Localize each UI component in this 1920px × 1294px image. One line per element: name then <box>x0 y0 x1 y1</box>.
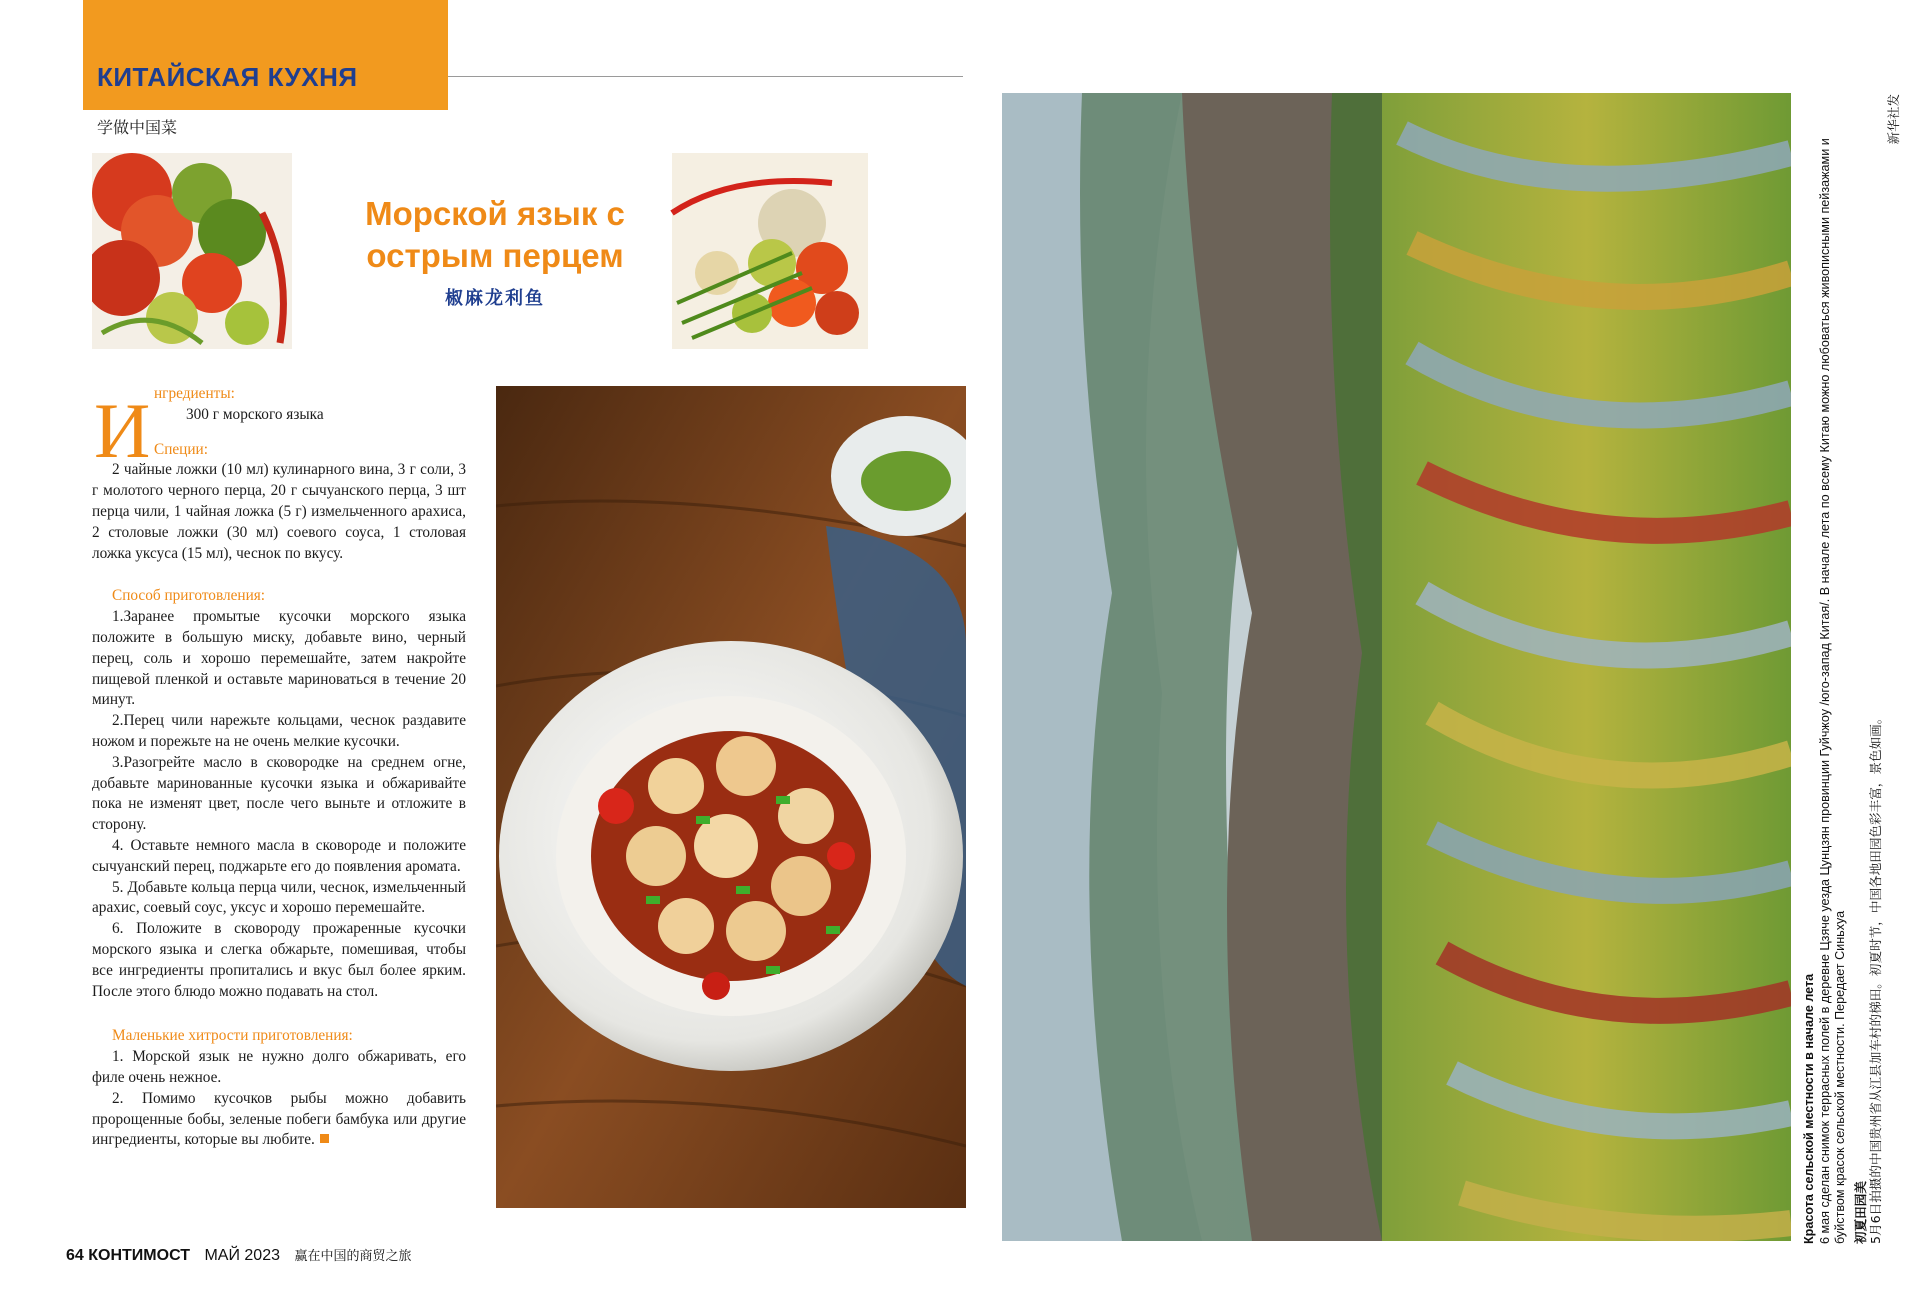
page-footer <box>66 1245 411 1265</box>
spices-text: 2 чайные ложки (10 мл) кулинарного вина, 3 г соли, 3 г молотого черного перца, 20 г сычуанского перца, 3 шт перца чили, 1 чайная ложка (5 г) измельченного арахиса, 2 столовые ложки (30 мл) соевого соуса, 1 столовая ложка уксуса (15 мл), чеснок по вкусу. <box>92 461 466 562</box>
header-divider <box>448 76 963 77</box>
recipe-text-column <box>92 384 466 1151</box>
ingredients-text: 300 г морского языка <box>186 405 324 423</box>
dish-photo-image <box>496 386 966 1208</box>
method-step: 4. Оставьте немного масла в сковороде и положите сычуанский перец, поджарьте его до появления аромата. <box>92 836 466 875</box>
tips-heading: Маленькие хитрости приготовления: <box>112 1027 353 1045</box>
section-header-band <box>83 0 448 110</box>
section-title: КИТАЙСКАЯ КУХНЯ <box>97 62 358 92</box>
method-step: 1.Заранее промытые кусочки морского языка положите в большую миску, добавьте вино, черный перец, соль и хорошо перемешайте, затем накройте пищевой пленкой и оставьте мариноваться в течение 20 минут. <box>92 608 466 709</box>
photo-caption <box>1802 94 1901 1244</box>
tip-item: 1. Морской язык не нужно долго обжаривать, его филе очень нежное. <box>92 1048 466 1086</box>
drop-cap: И <box>94 387 151 474</box>
recipe-title-line2: острым перцем <box>366 237 624 274</box>
terraced-fields-image <box>1002 93 1791 1241</box>
method-step: 6. Положите в сковороду прожаренные кусочки морского языка и слегка обжарьте, помешивая, чтобы все ингредиенты пропитались и вкус был более ярким. После этого блюдо можно подавать на стол. <box>92 920 466 1000</box>
method-step: 2.Перец чили нарежьте кольцами, чеснок раздавите ножом и порежьте на не очень мелкие кусочки. <box>92 712 466 750</box>
method-step: 5. Добавьте кольца перца чили, чеснок, измельченный арахис, соевый соус, уксус и хорошо перемешайте. <box>92 878 466 917</box>
recipe-title <box>300 193 690 277</box>
magazine-slogan: 赢在中国的商贸之旅 <box>294 1249 412 1264</box>
end-of-article-mark <box>320 1134 329 1143</box>
tip-item-text: 2. Помимо кусочков рыбы можно добавить пророщенные бобы, зеленые побеги бамбука или другие ингредиенты, которые вы любите. <box>92 1089 466 1149</box>
terraced-fields-photo <box>1002 93 1791 1241</box>
tip-item <box>92 1089 466 1151</box>
issue-date: МАЙ 2023 <box>204 1247 280 1264</box>
recipe-title-line1: Морской язык с <box>365 195 625 232</box>
caption-text: 6 мая сделан снимок террасных полей в деревне Цзяче уезда Цунцзян провинции Гуйчжоу /юго-запад Китая/. В начале лета по всему Китаю можно любоваться живописными пейзажами и буйством красок сельской местности. Передает Синьхуа <box>1817 138 1847 1244</box>
dish-photo <box>496 386 966 1208</box>
spices-heading: Специи: <box>154 440 208 458</box>
ingredients-heading: нгредиенты: <box>154 385 235 402</box>
section-subtitle: 学做中国菜 <box>97 118 178 137</box>
caption-title-chinese: 初夏田园美 <box>1852 1181 1868 1244</box>
caption-title: Красота сельской местности в начале лета <box>1802 973 1816 1244</box>
recipe-title-chinese: 椒麻龙利鱼 <box>445 288 545 309</box>
method-heading: Способ приготовления: <box>112 587 266 605</box>
page-number: 64 <box>66 1247 84 1264</box>
photo-credit: 新华社发 <box>1885 94 1901 145</box>
magazine-name: КОНТИМОСТ <box>88 1247 190 1264</box>
caption-text-chinese: 5月6日拍摄的中国贵州省从江县加车村的梯田。初夏时节，中国各地田园色彩丰富，景色如画。 <box>1868 711 1883 1244</box>
method-step: 3.Разогрейте масло в сковородке на среднем огне, добавьте маринованные кусочки языка и обжаривайте пока не изменят цвет, после чего выньте и отложите в сторону. <box>92 753 466 834</box>
